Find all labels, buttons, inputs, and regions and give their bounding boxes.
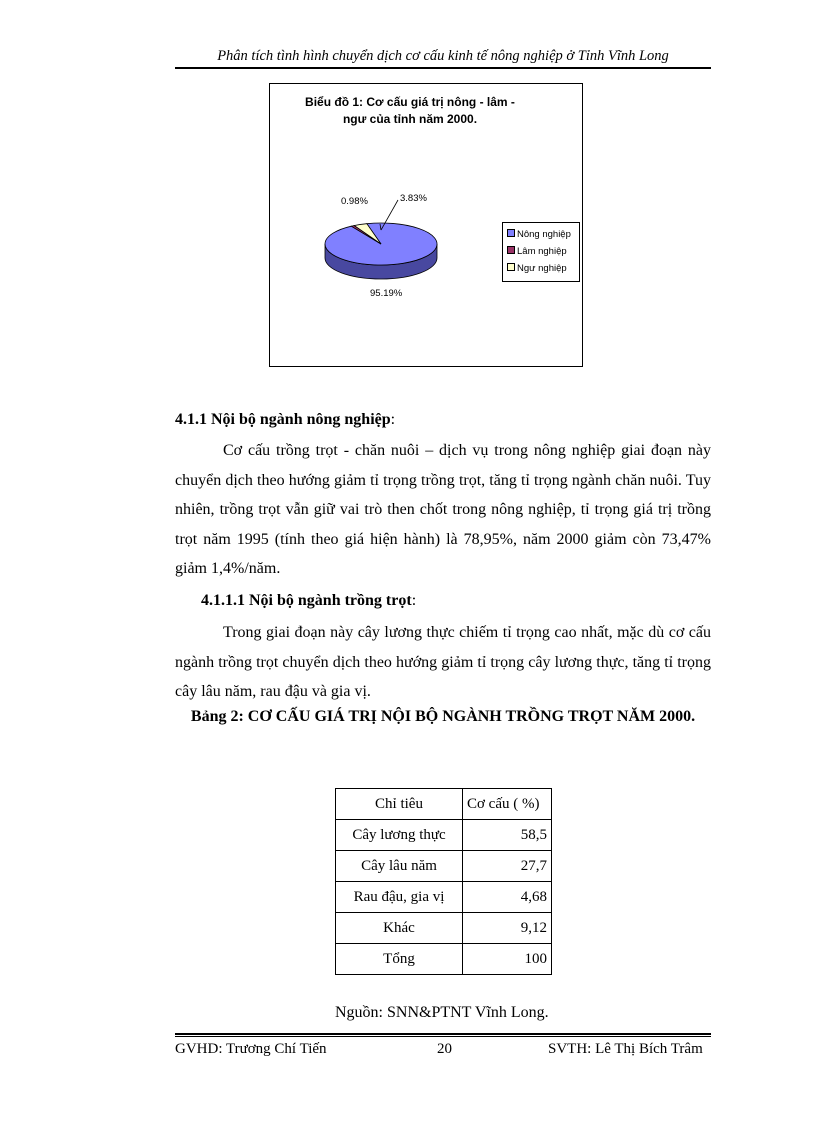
table-cell-label: Cây lâu năm: [336, 851, 463, 882]
legend-item-ngu-nghiep: [503, 260, 579, 277]
subsection-paragraph: Trong giai đoạn này cây lương thực chiếm tỉ trọng cao nhất, mặc dù cơ cấu ngành trồng trọt chuyển dịch theo hướng giảm tỉ trọng cây lương thực, tăng tỉ trọng cây lâu năm, rau đậu và gia vị.: [175, 624, 711, 700]
footer-advisor: GVHD: Trương Chí Tiến: [175, 1041, 327, 1057]
section-heading-number: 4.1.1: [175, 411, 207, 428]
table-cell-label: Tổng: [336, 944, 463, 975]
footer-rule: [175, 1033, 711, 1035]
subsection-heading-number: 4.1.1.1: [201, 592, 245, 609]
legend-swatch-lam-nghiep: [507, 246, 515, 254]
subsection-heading: [201, 592, 711, 610]
table-header-row: [336, 789, 552, 820]
footer-rule-thin: [175, 1036, 711, 1037]
data-label-ngu-nghiep: 3.83%: [400, 193, 427, 204]
table-row: [336, 944, 552, 975]
subsection-heading-suffix: :: [411, 592, 417, 609]
footer-student: SVTH: Lê Thị Bích Trâm: [548, 1041, 703, 1057]
page-header: Phân tích tình hình chuyển dịch cơ cấu kinh tế nông nghiệp ở Tỉnh Vĩnh Long: [217, 48, 669, 64]
table-cell-value: 100: [463, 944, 552, 975]
legend-swatch-nong-nghiep: [507, 229, 515, 237]
subsection-heading-text: Nội bộ ngành trồng trọt: [249, 592, 412, 609]
table-cell-label: Khác: [336, 913, 463, 944]
table-row: [336, 851, 552, 882]
legend-label-lam-nghiep: Lâm nghiệp: [517, 246, 567, 257]
table-header-cell: Chỉ tiêu: [336, 789, 463, 820]
data-table: [335, 788, 552, 975]
pie-group: [325, 223, 437, 279]
table-row: [336, 882, 552, 913]
table-cell-label: Rau đậu, gia vị: [336, 882, 463, 913]
legend-item-nong-nghiep: [503, 226, 579, 243]
table-cell-value: 9,12: [463, 913, 552, 944]
table-source: Nguồn: SNN&PTNT Vĩnh Long.: [335, 1004, 549, 1021]
table-row: [336, 820, 552, 851]
footer-page-number: 20: [437, 1041, 452, 1057]
legend-item-lam-nghiep: [503, 243, 579, 260]
section-heading-suffix: :: [390, 411, 396, 428]
data-label-lam-nghiep: 0.98%: [341, 196, 368, 207]
legend-swatch-ngu-nghiep: [507, 263, 515, 271]
data-label-nong-nghiep: 95.19%: [370, 288, 403, 299]
legend-label-nong-nghiep: Nông nghiệp: [517, 229, 571, 240]
table-cell-value: 27,7: [463, 851, 552, 882]
chart-title-line2: ngư của tỉnh năm 2000.: [342, 112, 478, 126]
chart-title-line1: Biểu đồ 1: Cơ cấu giá trị nông - lâm -: [305, 95, 515, 109]
section-heading: [175, 411, 711, 429]
chart-legend: [502, 222, 580, 282]
table-cell-value: 4,68: [463, 882, 552, 913]
table-header-cell: Cơ cấu ( %): [463, 789, 552, 820]
legend-label-ngu-nghiep: Ngư nghiệp: [517, 263, 567, 274]
table-cell-value: 58,5: [463, 820, 552, 851]
table-cell-label: Cây lương thực: [336, 820, 463, 851]
pie-chart: [269, 83, 583, 367]
header-rule: [175, 67, 711, 69]
table-row: [336, 913, 552, 944]
table-title: Bảng 2: CƠ CẤU GIÁ TRỊ NỘI BỘ NGÀNH TRỒNG TRỌT NĂM 2000.: [190, 708, 696, 725]
section-paragraph: Cơ cấu trồng trọt - chăn nuôi – dịch vụ trong nông nghiệp giai đoạn này chuyển dịch theo hướng giảm tỉ trọng trồng trọt, tăng tỉ trọng ngành chăn nuôi. Tuy nhiên, trồng trọt vẫn giữ vai trò then chốt trong nông nghiệp, tỉ trọng giá trị trồng trọt năm 1995 (tính theo giá hiện hành) là 78,95%, năm 2000 giảm còn 73,47% giảm 1,4%/năm.: [175, 442, 711, 577]
section-heading-text: Nội bộ ngành nông nghiệp: [211, 411, 391, 428]
